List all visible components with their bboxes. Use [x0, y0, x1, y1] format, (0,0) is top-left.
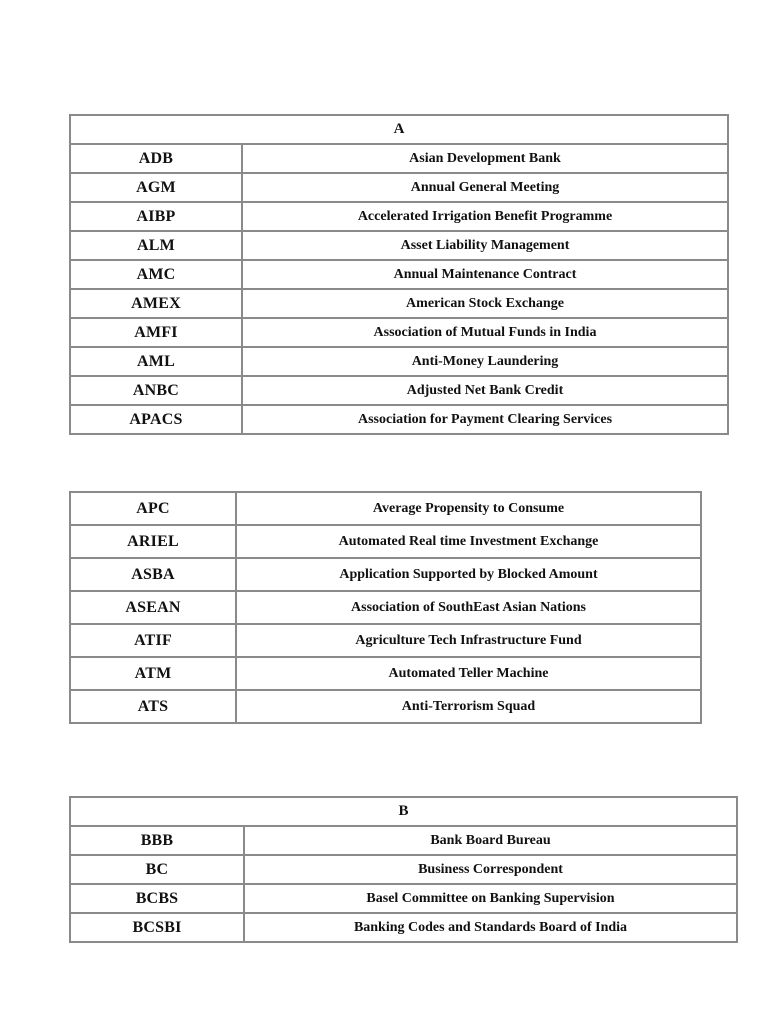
full-form: Adjusted Net Bank Credit: [242, 376, 728, 405]
abbreviation: AIBP: [70, 202, 242, 231]
full-form: American Stock Exchange: [242, 289, 728, 318]
abbreviation-table-a: [69, 114, 729, 435]
full-form: Association for Payment Clearing Services: [242, 405, 728, 434]
section-letter: A: [70, 115, 728, 144]
full-form: Accelerated Irrigation Benefit Programme: [242, 202, 728, 231]
abbreviation: ANBC: [70, 376, 242, 405]
table-row: [70, 144, 728, 173]
abbreviation: AMFI: [70, 318, 242, 347]
abbreviation: BC: [70, 855, 244, 884]
full-form: Annual General Meeting: [242, 173, 728, 202]
table-row: [70, 657, 701, 690]
table-row: [70, 558, 701, 591]
full-form: Basel Committee on Banking Supervision: [244, 884, 737, 913]
abbreviation: APACS: [70, 405, 242, 434]
full-form: Association of Mutual Funds in India: [242, 318, 728, 347]
abbreviation-table-a-continued: [69, 491, 702, 724]
table-row: [70, 376, 728, 405]
table-row: [70, 289, 728, 318]
table-row: [70, 492, 701, 525]
full-form: Automated Teller Machine: [236, 657, 701, 690]
table-row: [70, 855, 737, 884]
full-form: Anti-Money Laundering: [242, 347, 728, 376]
abbreviation: BBB: [70, 826, 244, 855]
table-row: [70, 173, 728, 202]
abbreviation: ASBA: [70, 558, 236, 591]
table-row: [70, 347, 728, 376]
full-form: Application Supported by Blocked Amount: [236, 558, 701, 591]
table-row: [70, 260, 728, 289]
full-form: Asian Development Bank: [242, 144, 728, 173]
table-row: [70, 624, 701, 657]
table-row: [70, 231, 728, 260]
abbreviation: AMEX: [70, 289, 242, 318]
full-form: Agriculture Tech Infrastructure Fund: [236, 624, 701, 657]
abbreviation: ALM: [70, 231, 242, 260]
full-form: Annual Maintenance Contract: [242, 260, 728, 289]
table-row: [70, 525, 701, 558]
full-form: Bank Board Bureau: [244, 826, 737, 855]
section-header-row: [70, 115, 728, 144]
table-row: [70, 913, 737, 942]
abbreviation: AMC: [70, 260, 242, 289]
abbreviation: ASEAN: [70, 591, 236, 624]
abbreviation: BCBS: [70, 884, 244, 913]
abbreviation: AML: [70, 347, 242, 376]
full-form: Banking Codes and Standards Board of India: [244, 913, 737, 942]
abbreviation: ARIEL: [70, 525, 236, 558]
abbreviation: ATS: [70, 690, 236, 723]
abbreviation: BCSBI: [70, 913, 244, 942]
section-letter: B: [70, 797, 737, 826]
abbreviation: APC: [70, 492, 236, 525]
full-form: Asset Liability Management: [242, 231, 728, 260]
table-row: [70, 202, 728, 231]
abbreviation: ADB: [70, 144, 242, 173]
abbreviation: ATM: [70, 657, 236, 690]
abbreviation-table-b: [69, 796, 738, 943]
section-header-row: [70, 797, 737, 826]
table-row: [70, 318, 728, 347]
full-form: Association of SouthEast Asian Nations: [236, 591, 701, 624]
table-row: [70, 405, 728, 434]
table-row: [70, 826, 737, 855]
full-form: Average Propensity to Consume: [236, 492, 701, 525]
full-form: Automated Real time Investment Exchange: [236, 525, 701, 558]
full-form: Anti-Terrorism Squad: [236, 690, 701, 723]
table-row: [70, 591, 701, 624]
abbreviation: AGM: [70, 173, 242, 202]
table-row: [70, 690, 701, 723]
table-row: [70, 884, 737, 913]
full-form: Business Correspondent: [244, 855, 737, 884]
abbreviation: ATIF: [70, 624, 236, 657]
